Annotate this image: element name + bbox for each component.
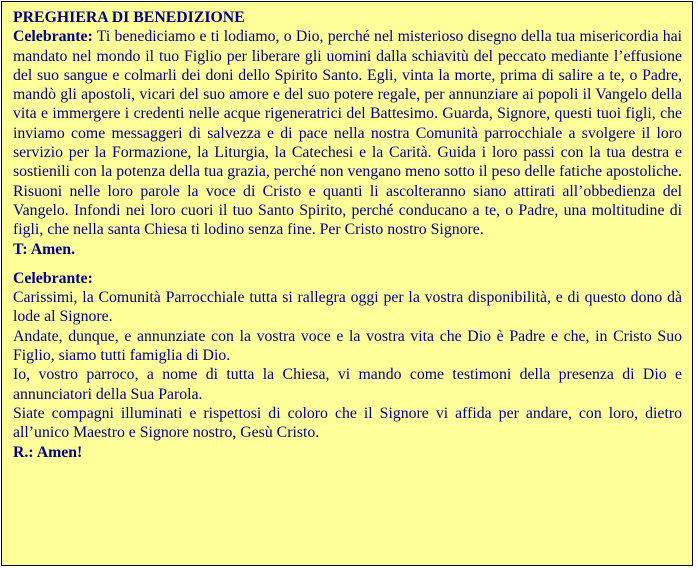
final-response: R.: Amen! <box>13 443 83 461</box>
blessing-prayer-text: Ti benediciamo e ti lodiamo, o Dio, perché nel misterioso disegno della tua misericordia hai mandato nel mondo il tuo Figlio per liberare gli uomini dalla schiavitù del peccato mediante l’effusione del suo sangue e colmarli dei doni dello Spirito Santo. Egli, vinta la morte, prima di salire a te, o Padre, mandò gli apostoli, vicari del suo amore e del suo potere regale, per annunziare ai popoli il Vangelo della vita e immergere i credenti nelle acque rigeneratrici del Battesimo. Guarda, Signore, questi tuoi figli, che inviamo come messaggeri di salvezza e di pace nella nostra Comunità parrocchiale a svolgere il loro servizio per la Formazione, la Liturgia, la Catechesi e la Carità. Guida i loro passi con la tua destra e sostienili con la potenza della tua grazia, perché non vengano meno sotto il peso delle fatiche apostoliche. Risuoni nelle loro parole la voce di Cristo e quanti li ascolteranno siano attirati all’obbedienza del Vangelo. Infondi nei loro cuori il tuo Santo Spirito, perché conducano a te, o Padre, una moltitudine di figli, che nella santa Chiesa ti lodino senza fine. Per Cristo nostro Signore. <box>13 28 682 239</box>
address-paragraph: Carissimi, la Comunità Parrocchiale tutta si rallegra oggi per la vostra disponibilità, e di questo dono dà lode al Signore. <box>13 289 682 326</box>
address-paragraph: Siate compagni illuminati e rispettosi di coloro che il Signore vi affida per andare, con loro, dietro all’unico Maestro e Signore nostro, Gesù Cristo. <box>13 404 682 442</box>
assembly-response: T: Amen. <box>13 240 76 258</box>
celebrant-label-second: Celebrante: <box>13 269 93 287</box>
celebrant-label: Celebrante: <box>13 28 93 46</box>
prayer-text-box <box>1 1 693 566</box>
address-paragraph: Andate, dunque, e annunziate con la vostra voce e la vostra vita che Dio è Padre e che, in Cristo Suo Figlio, siamo tutti famiglia di Dio. <box>13 327 682 365</box>
blessing-prayer-paragraph <box>13 27 682 239</box>
document-title: PREGHIERA DI BENEDIZIONE <box>13 9 245 26</box>
address-paragraph: Io, vostro parroco, a nome di tutta la Chiesa, vi mando come testimoni della presenza di Dio e annunciatori della Sua Parola. <box>13 366 682 403</box>
section-spacer <box>13 259 682 269</box>
